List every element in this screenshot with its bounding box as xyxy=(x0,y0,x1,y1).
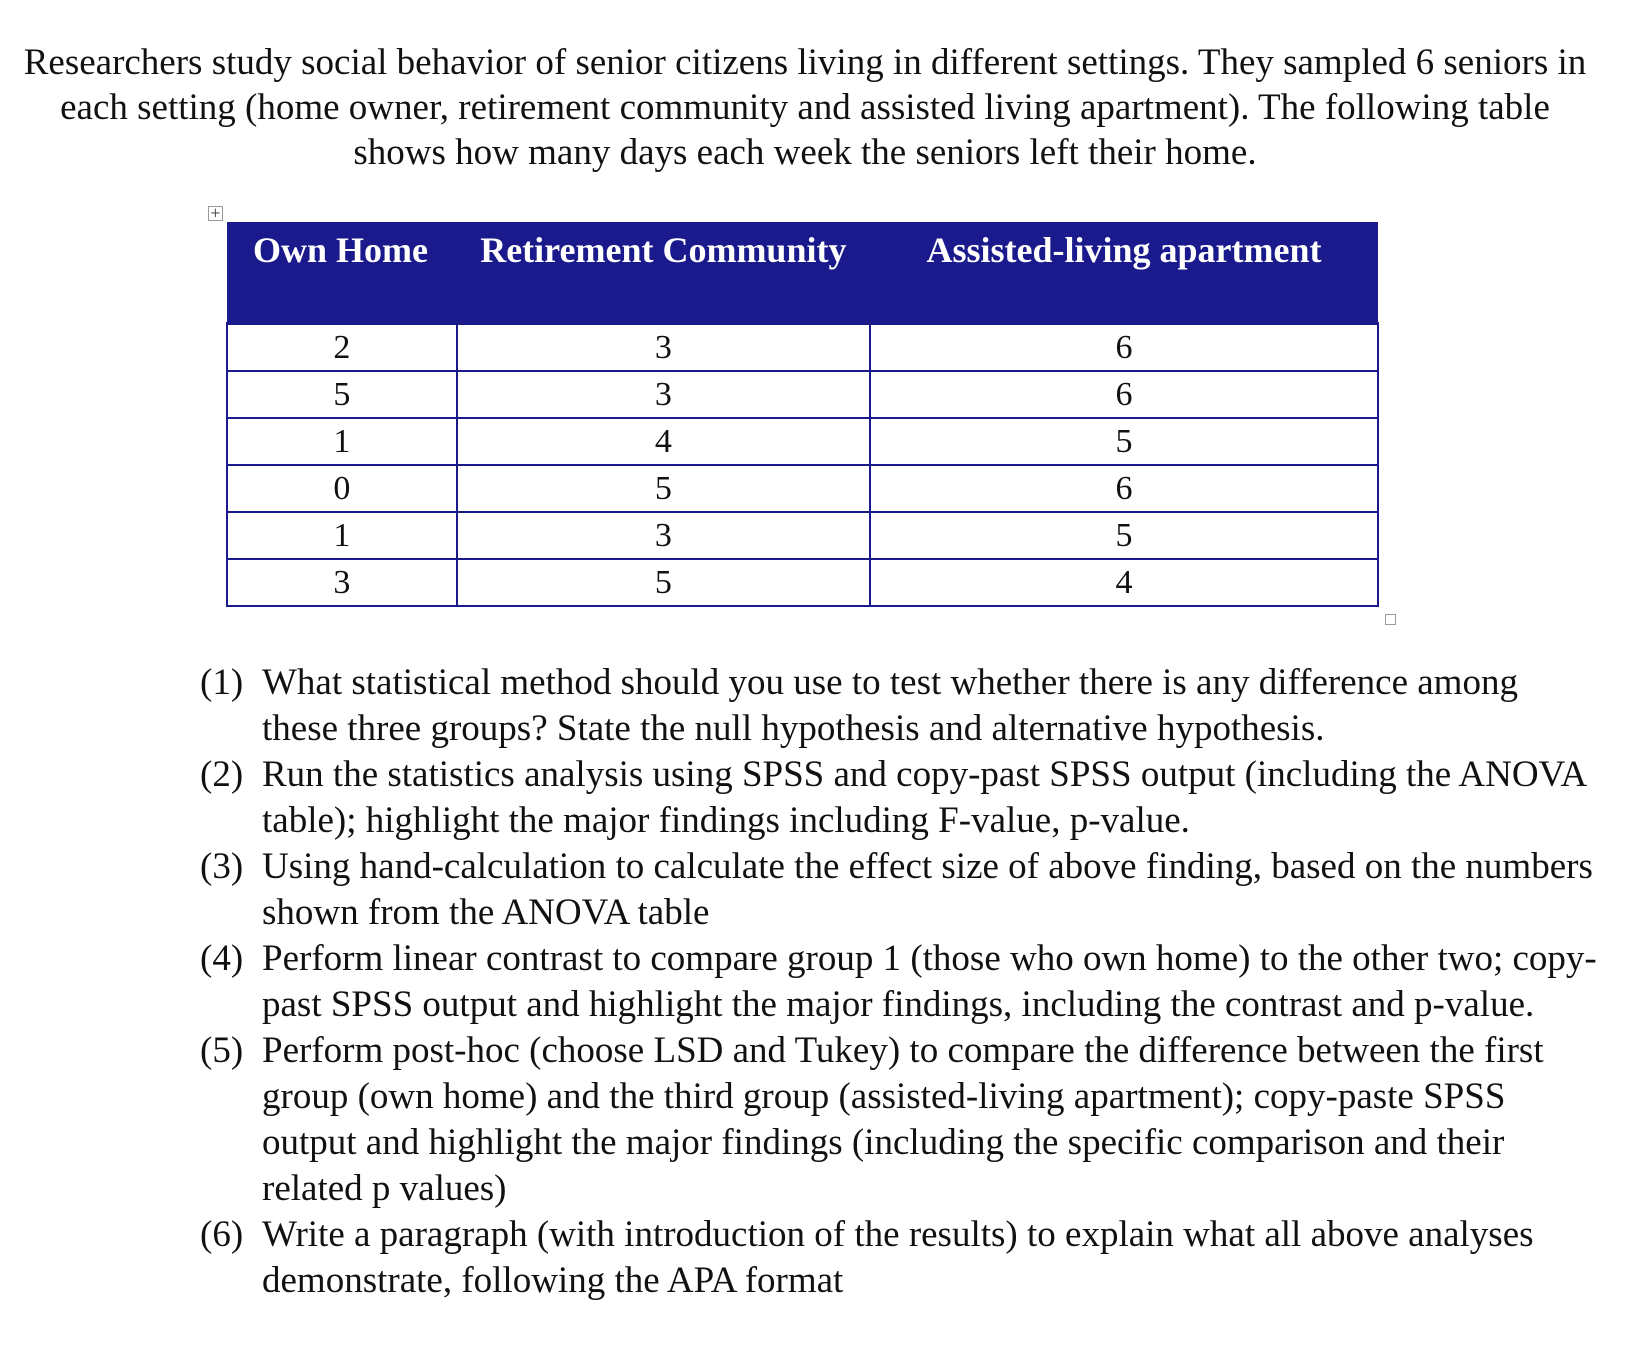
list-item-text: Run the statistics analysis using SPSS and copy-past SPSS output (including the ANOVA table); highlight the major findings including F-value, p-value. xyxy=(262,754,1586,841)
header-retirement-community: Retirement Community xyxy=(457,222,870,324)
table-cell: 3 xyxy=(457,324,870,372)
table-move-handle-icon[interactable]: + xyxy=(208,206,223,221)
list-item-text: Using hand-calculation to calculate the effect size of above finding, based on the numbers shown from the ANOVA table xyxy=(262,846,1593,933)
table-cell: 5 xyxy=(870,418,1378,465)
table-cell: 4 xyxy=(870,559,1378,606)
table-resize-handle[interactable] xyxy=(1385,614,1396,625)
list-item xyxy=(200,1028,1600,1212)
table-row xyxy=(227,324,1378,372)
header-assisted-living: Assisted-living apartment xyxy=(870,222,1378,324)
table-cell: 3 xyxy=(457,371,870,418)
table-cell: 5 xyxy=(457,465,870,512)
table-row xyxy=(227,371,1378,418)
list-item-text: Write a paragraph (with introduction of the results) to explain what all above analyses demonstrate, following the APA format xyxy=(262,1214,1534,1301)
table-cell: 6 xyxy=(870,324,1378,372)
list-item-text: Perform post-hoc (choose LSD and Tukey) to compare the difference between the first group (own home) and the third group (assisted-living apartment); copy-paste SPSS output and highlight the major findings (including the specific comparison and their related p values) xyxy=(262,1030,1544,1209)
table-row xyxy=(227,512,1378,559)
table-cell: 6 xyxy=(870,465,1378,512)
list-item-number: (2) xyxy=(200,754,244,795)
list-item xyxy=(200,752,1600,844)
data-table xyxy=(226,222,1379,607)
table-cell: 5 xyxy=(870,512,1378,559)
table-row xyxy=(227,465,1378,512)
list-item xyxy=(200,844,1600,936)
list-item xyxy=(200,1212,1600,1304)
table-cell: 3 xyxy=(457,512,870,559)
table-cell: 3 xyxy=(227,559,457,606)
list-item-number: (6) xyxy=(200,1214,244,1255)
question-list xyxy=(200,660,1600,1304)
table-cell: 0 xyxy=(227,465,457,512)
list-item xyxy=(200,660,1600,752)
table-cell: 5 xyxy=(457,559,870,606)
table-header-row xyxy=(227,222,1378,324)
table-cell: 5 xyxy=(227,371,457,418)
list-item-text: What statistical method should you use to test whether there is any difference among these three groups? State the null hypothesis and alternative hypothesis. xyxy=(262,662,1518,749)
intro-paragraph: Researchers study social behavior of senior citizens living in different settings. They sampled 6 seniors in each setting (home owner, retirement community and assisted living apartment). The following table shows how many days each week the seniors left their home. xyxy=(23,42,1587,173)
list-item-number: (3) xyxy=(200,846,244,887)
table-cell: 1 xyxy=(227,512,457,559)
table-row xyxy=(227,418,1378,465)
list-item-number: (5) xyxy=(200,1030,244,1071)
table-cell: 1 xyxy=(227,418,457,465)
header-own-home: Own Home xyxy=(227,222,457,324)
list-item-number: (4) xyxy=(200,938,244,979)
list-item-text: Perform linear contrast to compare group 1 (those who own home) to the other two; copy-past SPSS output and highlight the major findings, including the contrast and p-value. xyxy=(262,938,1597,1025)
list-item-number: (1) xyxy=(200,662,244,703)
table-cell: 6 xyxy=(870,371,1378,418)
table-row xyxy=(227,559,1378,606)
table-cell: 2 xyxy=(227,324,457,372)
list-item xyxy=(200,936,1600,1028)
table-cell: 4 xyxy=(457,418,870,465)
